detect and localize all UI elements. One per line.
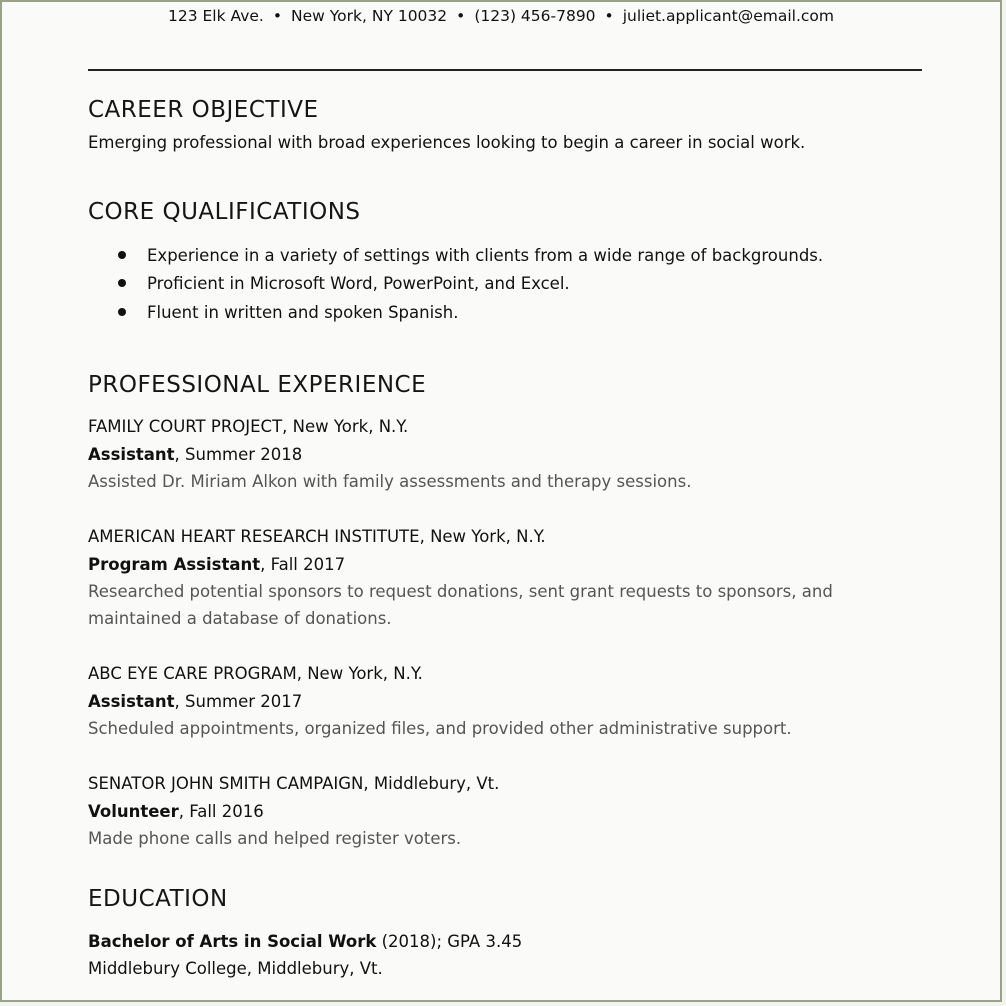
job-org: SENATOR JOHN SMITH CAMPAIGN	[88, 774, 364, 793]
job-org: ABC EYE CARE PROGRAM	[88, 664, 297, 683]
job-description: Scheduled appointments, organized files, and provided other administrative support.	[88, 719, 792, 738]
career-objective-text: Emerging professional with broad experiences looking to begin a career in social work.	[88, 133, 806, 152]
job-role: Assistant	[88, 445, 175, 464]
job-period: , Fall 2017	[260, 555, 346, 574]
contact-email: juliet.applicant@email.com	[622, 7, 834, 25]
job-location: , New York, N.Y.	[282, 417, 409, 436]
bullet-icon	[118, 308, 126, 316]
core-qualifications-heading: CORE QUALIFICATIONS	[88, 199, 361, 225]
job-period: , Summer 2017	[174, 692, 303, 711]
job-title-line	[88, 664, 423, 683]
qualification-text: Fluent in written and spoken Spanish.	[147, 303, 459, 322]
job-role-line	[88, 555, 345, 574]
bullet-icon	[118, 279, 126, 287]
job-title-line	[88, 417, 408, 436]
job-description: Made phone calls and helped register voters.	[88, 829, 462, 848]
job-role-line	[88, 802, 264, 821]
education-details: (2018); GPA 3.45	[376, 932, 523, 951]
professional-experience-heading: PROFESSIONAL EXPERIENCE	[88, 372, 427, 398]
job-location: , Middlebury, Vt.	[363, 774, 500, 793]
job-role-line	[88, 692, 302, 711]
job-title-line	[88, 527, 546, 546]
list-item	[118, 246, 823, 265]
contact-separator: •	[456, 7, 466, 25]
contact-line	[2, 7, 1000, 25]
job-period: , Fall 2016	[178, 802, 264, 821]
job-description: Researched potential sponsors to request donations, sent grant requests to sponsors, and maintained a database of donations.	[88, 582, 833, 628]
contact-phone: (123) 456-7890	[474, 7, 596, 25]
job-org: AMERICAN HEART RESEARCH INSTITUTE	[88, 527, 420, 546]
education-school: Middlebury College, Middlebury, Vt.	[88, 959, 383, 978]
job-role: Volunteer	[88, 802, 179, 821]
job-role: Assistant	[88, 692, 175, 711]
list-item	[118, 274, 570, 293]
job-location: , New York, N.Y.	[419, 527, 546, 546]
qualification-text: Proficient in Microsoft Word, PowerPoint, and Excel.	[147, 274, 570, 293]
job-title-line	[88, 774, 499, 793]
job-role: Program Assistant	[88, 555, 261, 574]
contact-separator: •	[604, 7, 614, 25]
contact-city: New York, NY 10032	[291, 7, 448, 25]
contact-separator: •	[272, 7, 283, 25]
job-description: Assisted Dr. Miriam Alkon with family assessments and therapy sessions.	[88, 472, 692, 491]
job-role-line	[88, 445, 302, 464]
header-divider	[88, 69, 922, 71]
qualification-text: Experience in a variety of settings with clients from a wide range of backgrounds.	[147, 246, 824, 265]
job-location: , New York, N.Y.	[296, 664, 423, 683]
job-period: , Summer 2018	[174, 445, 303, 464]
education-heading: EDUCATION	[88, 886, 228, 912]
contact-address: 123 Elk Ave.	[168, 7, 264, 25]
education-degree: Bachelor of Arts in Social Work	[88, 932, 377, 951]
education-degree-line	[88, 932, 522, 951]
job-org: FAMILY COURT PROJECT	[88, 417, 283, 436]
bullet-icon	[118, 251, 126, 259]
list-item	[118, 303, 458, 322]
career-objective-heading: CAREER OBJECTIVE	[88, 97, 319, 123]
